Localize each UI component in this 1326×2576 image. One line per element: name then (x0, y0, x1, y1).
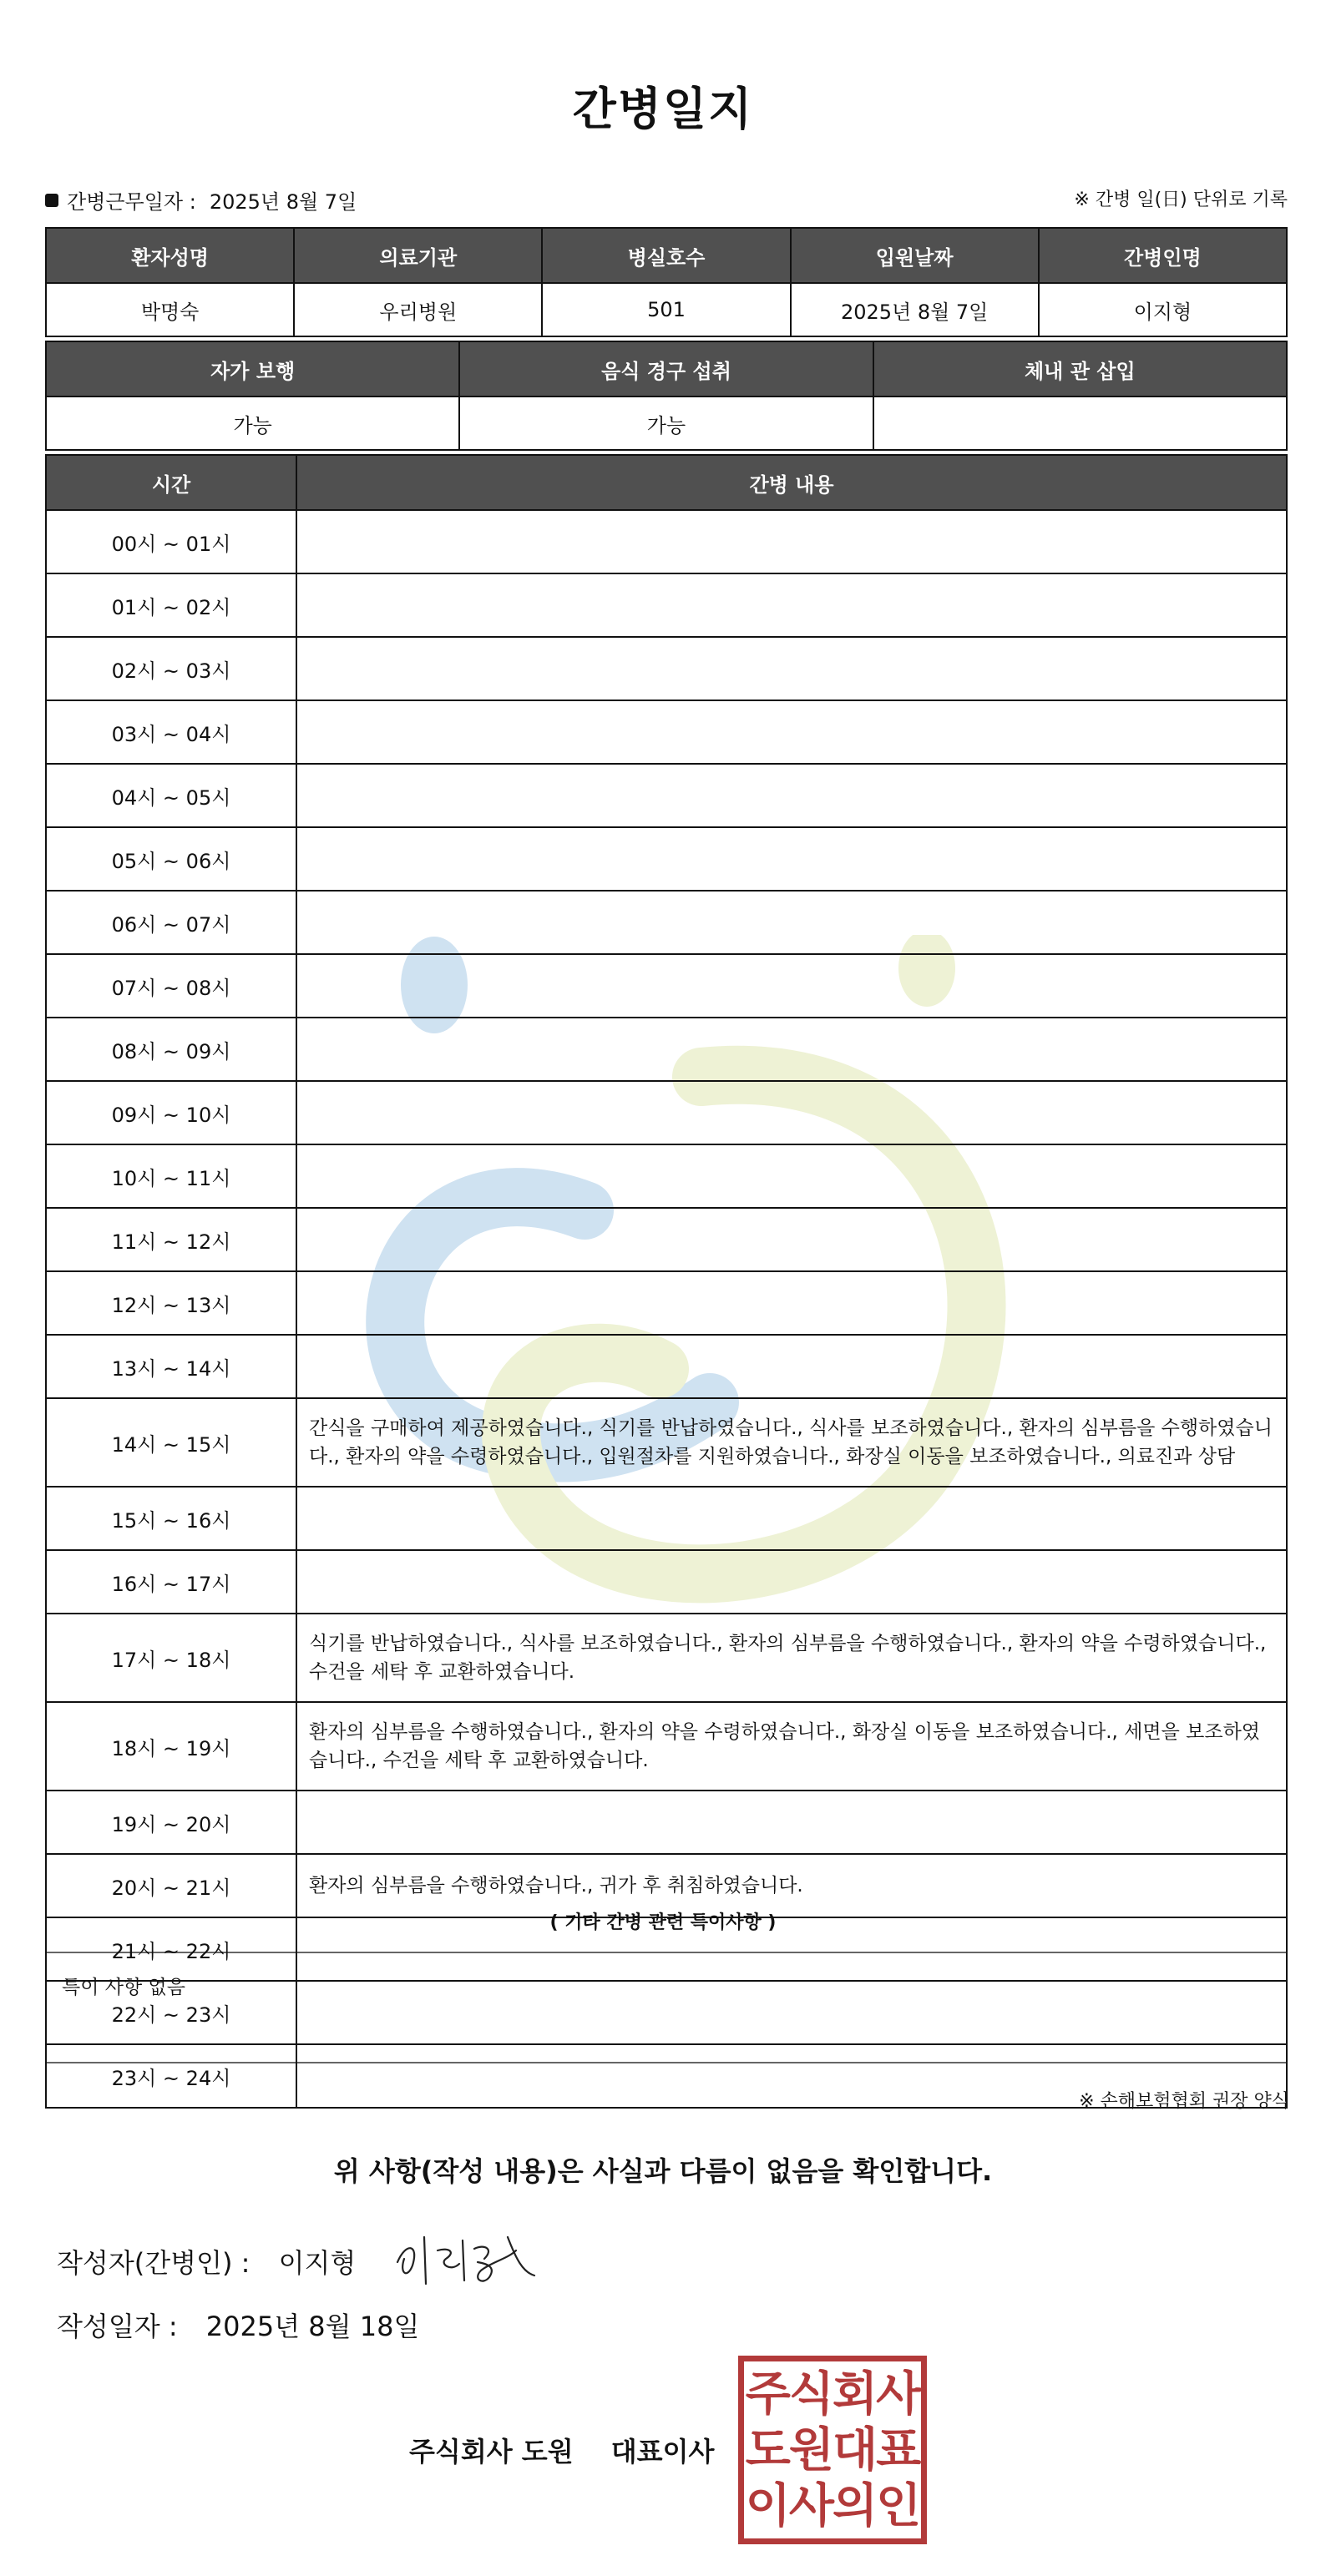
status-value-row (46, 397, 1287, 450)
content-cell (296, 1144, 1287, 1208)
work-date-row (45, 185, 1288, 219)
table-row (46, 1018, 1287, 1081)
square-bullet-icon (45, 194, 58, 207)
content-cell (296, 510, 1287, 573)
content-cell (296, 891, 1287, 954)
content-cell (296, 2044, 1287, 2108)
hourly-care-log-table (45, 454, 1288, 2109)
table-row (46, 1917, 1287, 1981)
content-cell (296, 1487, 1287, 1550)
content-cell: 간식을 구매하여 제공하였습니다., 식기를 반납하였습니다., 식사를 보조하였습니다., 환자의 심부름을 수행하였습니다., 환자의 약을 수령하였습니다., 입원절차를 지원하였습니다., 화장실 이동을 보조하였습니다., 의료진과 상담 (296, 1398, 1287, 1487)
table-row (46, 1981, 1287, 2044)
table-row (46, 891, 1287, 954)
patient-name-cell: 박명숙 (46, 283, 294, 336)
content-cell (296, 1208, 1287, 1271)
table-row (46, 700, 1287, 764)
table-row (46, 1702, 1287, 1791)
time-cell: 21시 ~ 22시 (46, 1917, 296, 1981)
content-cell (296, 1550, 1287, 1614)
time-cell: 14시 ~ 15시 (46, 1398, 296, 1487)
table-row (46, 1081, 1287, 1144)
table-row (46, 637, 1287, 700)
time-cell: 19시 ~ 20시 (46, 1791, 296, 1854)
special-notes-heading: ( 기타 간병 관련 특이사항 ) (549, 1912, 777, 1933)
hospital-cell: 우리병원 (294, 283, 542, 336)
table-row (46, 573, 1287, 637)
time-cell: 03시 ~ 04시 (46, 700, 296, 764)
table-row (46, 827, 1287, 891)
table-row (46, 1335, 1287, 1398)
walking-cell: 가능 (46, 397, 459, 450)
time-cell: 13시 ~ 14시 (46, 1335, 296, 1398)
page-title: 간병일지 (572, 83, 754, 135)
time-cell: 12시 ~ 13시 (46, 1271, 296, 1335)
content-cell (296, 1271, 1287, 1335)
content-cell: 환자의 심부름을 수행하였습니다., 환자의 약을 수령하였습니다., 화장실 이동을 보조하였습니다., 세면을 보조하였습니다., 수건을 세탁 후 교환하였습니다. (296, 1702, 1287, 1791)
table-row (46, 2044, 1287, 2108)
time-cell: 04시 ~ 05시 (46, 764, 296, 827)
written-date-line (57, 2306, 419, 2344)
seal-line: 주식회사 (745, 2366, 920, 2422)
company-seal-stamp (738, 2356, 927, 2544)
table-row (46, 954, 1287, 1018)
table-row (46, 1208, 1287, 1271)
patient-header-row (46, 228, 1287, 283)
seal-line: 도원대표 (745, 2422, 920, 2478)
content-cell (296, 1335, 1287, 1398)
hospital-header: 의료기관 (294, 228, 542, 283)
content-cell (296, 954, 1287, 1018)
admission-date-header: 입원날짜 (791, 228, 1039, 283)
content-cell (296, 700, 1287, 764)
confirmation-statement: 위 사항(작성 내용)은 사실과 다름이 없음을 확인합니다. (333, 2155, 993, 2187)
written-date-value: 2025년 8월 18일 (205, 2311, 420, 2342)
patient-value-row (46, 283, 1287, 336)
written-date-label: 작성일자 : (57, 2311, 178, 2342)
content-cell (296, 1917, 1287, 1981)
work-date-group (45, 185, 357, 215)
table-row (46, 1854, 1287, 1917)
author-label: 작성자(간병인) : (57, 2247, 251, 2279)
time-cell: 01시 ~ 02시 (46, 573, 296, 637)
special-notes-text: 특이 사항 없음 (62, 1977, 185, 1998)
ceo-title: 대표이사 (610, 2436, 715, 2467)
content-cell (296, 1081, 1287, 1144)
room-header: 병실호수 (542, 228, 790, 283)
time-cell: 18시 ~ 19시 (46, 1702, 296, 1791)
tube-insertion-header: 체내 관 삽입 (873, 341, 1287, 397)
time-cell: 11시 ~ 12시 (46, 1208, 296, 1271)
time-cell: 06시 ~ 07시 (46, 891, 296, 954)
time-cell: 20시 ~ 21시 (46, 1854, 296, 1917)
company-signoff (409, 2431, 714, 2469)
walking-header: 자가 보행 (46, 341, 459, 397)
oral-intake-cell: 가능 (459, 397, 873, 450)
seal-line: 이사의인 (745, 2478, 920, 2533)
table-row (46, 1550, 1287, 1614)
patient-name-header: 환자성명 (46, 228, 294, 283)
patient-info-table (45, 227, 1288, 337)
care-content-header: 간병 내용 (296, 455, 1287, 510)
log-header-row (46, 455, 1287, 510)
table-row (46, 1398, 1287, 1487)
time-cell: 07시 ~ 08시 (46, 954, 296, 1018)
table-row (46, 1487, 1287, 1550)
unit-note: ※ 간병 일(日) 단위로 기록 (1074, 189, 1288, 210)
author-line (57, 2242, 356, 2281)
tube-insertion-cell (873, 397, 1287, 450)
content-cell: 식기를 반납하였습니다., 식사를 보조하였습니다., 환자의 심부름을 수행하였습니다., 환자의 약을 수령하였습니다., 수건을 세탁 후 교환하였습니다. (296, 1614, 1287, 1702)
content-cell: 환자의 심부름을 수행하였습니다., 귀가 후 취침하였습니다. (296, 1854, 1287, 1917)
table-row (46, 1271, 1287, 1335)
time-cell: 05시 ~ 06시 (46, 827, 296, 891)
time-cell: 15시 ~ 16시 (46, 1487, 296, 1550)
handwritten-signature (391, 2225, 541, 2294)
content-cell (296, 1791, 1287, 1854)
admission-date-cell: 2025년 8월 7일 (791, 283, 1039, 336)
table-row (46, 1144, 1287, 1208)
content-cell (296, 1018, 1287, 1081)
author-name: 이지형 (278, 2247, 357, 2279)
time-cell: 23시 ~ 24시 (46, 2044, 296, 2108)
time-cell: 16시 ~ 17시 (46, 1550, 296, 1614)
table-row (46, 510, 1287, 573)
caregiver-name-cell: 이지형 (1039, 283, 1287, 336)
time-cell: 08시 ~ 09시 (46, 1018, 296, 1081)
work-date-label: 간병근무일자 : (67, 190, 196, 214)
content-cell (296, 764, 1287, 827)
time-cell: 10시 ~ 11시 (46, 1144, 296, 1208)
status-header-row (46, 341, 1287, 397)
company-name: 주식회사 도원 (409, 2436, 574, 2467)
room-cell: 501 (542, 283, 790, 336)
work-date-value: 2025년 8월 7일 (209, 190, 357, 214)
oral-intake-header: 음식 경구 섭취 (459, 341, 873, 397)
time-cell: 00시 ~ 01시 (46, 510, 296, 573)
time-header: 시간 (46, 455, 296, 510)
content-cell (296, 827, 1287, 891)
table-row (46, 764, 1287, 827)
caregiver-name-header: 간병인명 (1039, 228, 1287, 283)
time-cell: 09시 ~ 10시 (46, 1081, 296, 1144)
content-cell (296, 573, 1287, 637)
content-cell (296, 1981, 1287, 2044)
form-source-note: ※ 손해보험협회 권장 양식 (1079, 2091, 1289, 2112)
content-cell (296, 637, 1287, 700)
patient-status-table (45, 341, 1288, 451)
time-cell: 02시 ~ 03시 (46, 637, 296, 700)
table-row (46, 1791, 1287, 1854)
time-cell: 22시 ~ 23시 (46, 1981, 296, 2044)
table-row (46, 1614, 1287, 1702)
time-cell: 17시 ~ 18시 (46, 1614, 296, 1702)
